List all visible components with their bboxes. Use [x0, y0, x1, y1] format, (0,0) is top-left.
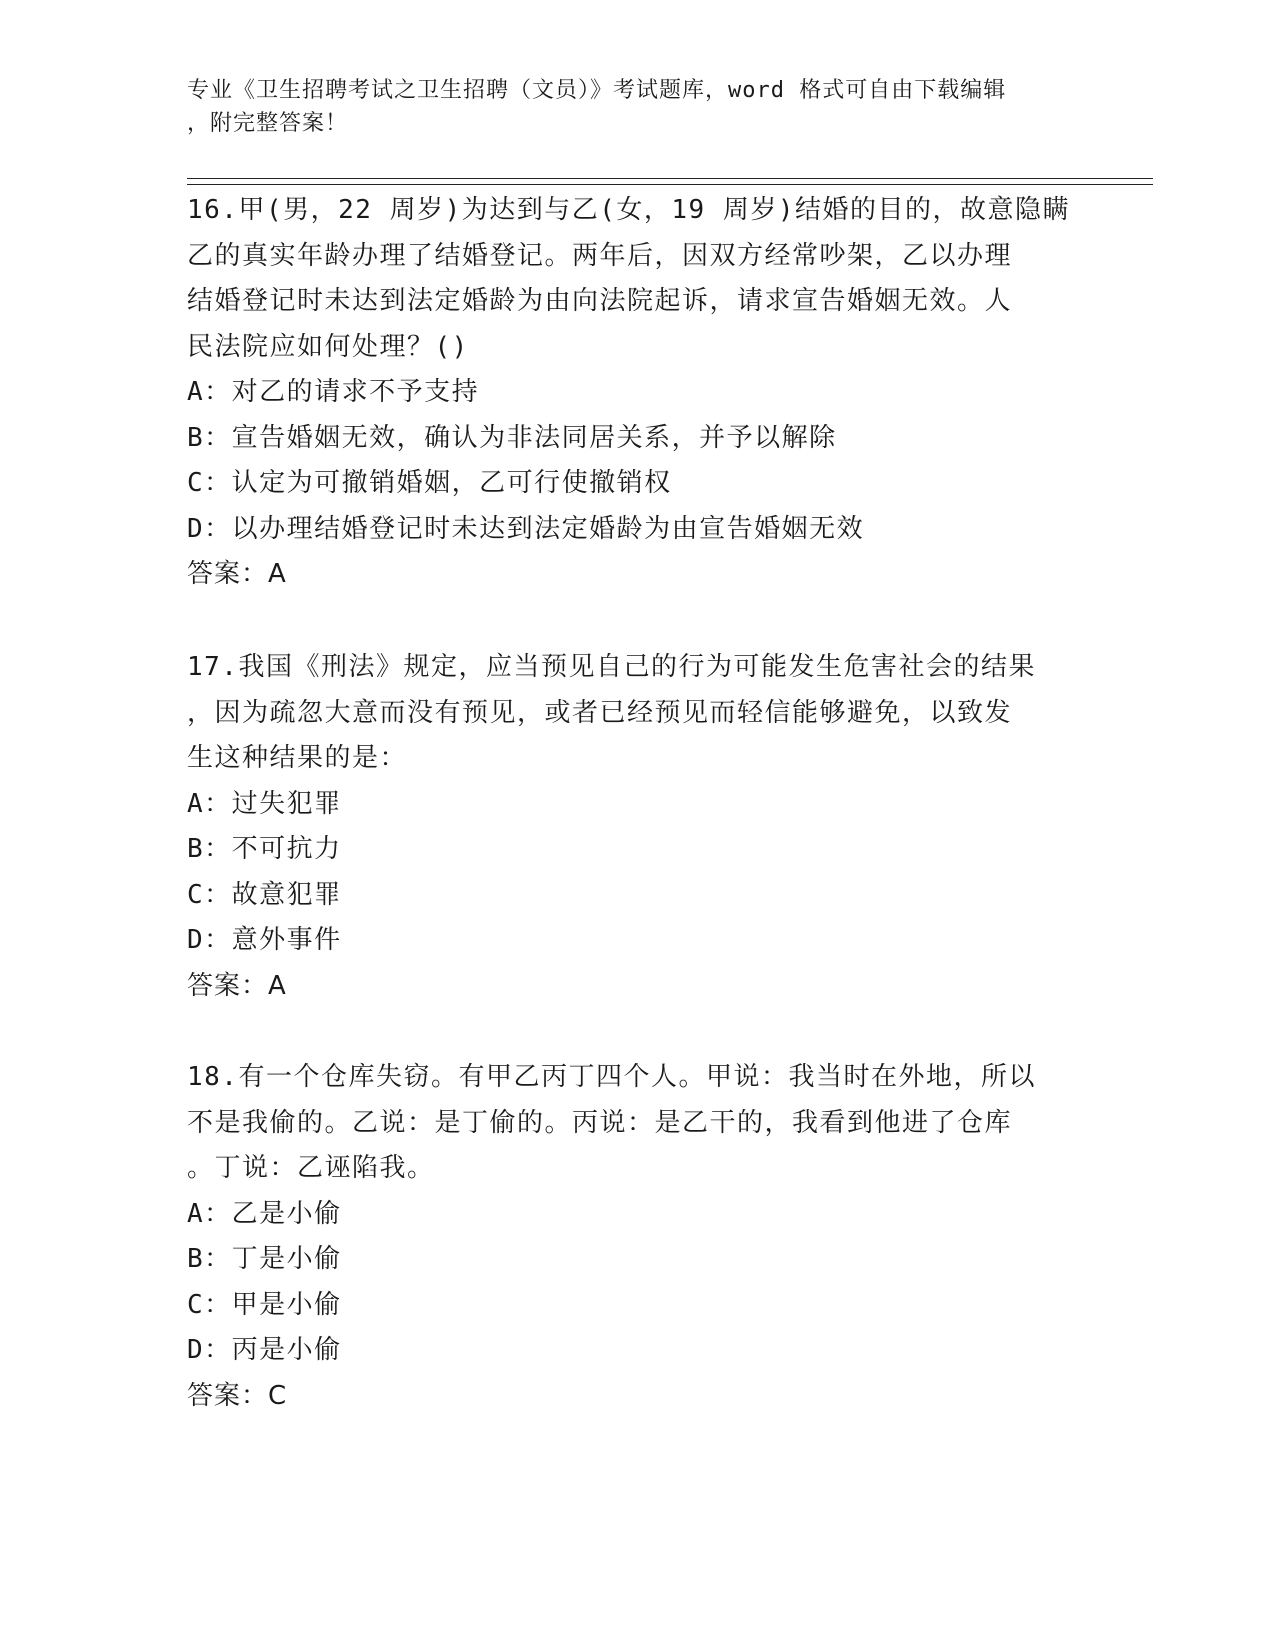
question-line: 。丁说：乙诬陷我。 [187, 1153, 435, 1183]
question-line: 18.有一个仓库失窃。有甲乙丙丁四个人。甲说：我当时在外地，所以 [187, 1062, 1036, 1092]
question-16 [187, 188, 1087, 598]
question-line: ，因为疏忽大意而没有预见，或者已经预见而轻信能够避免，以致发 [187, 697, 1013, 728]
question-line: 不是我偷的。乙说：是丁偷的。丙说：是乙干的，我看到他进了仓库 [187, 1107, 1013, 1138]
option-d: D：以办理结婚登记时未达到法定婚龄为由宣告婚姻无效 [187, 513, 865, 544]
option-c: C：认定为可撤销婚姻，乙可行使撤销权 [187, 468, 672, 498]
option-b: B：丁是小偷 [187, 1244, 342, 1274]
answer: 答案：A [187, 559, 287, 589]
question-17 [187, 645, 1087, 1009]
option-b: B：宣告婚姻无效，确认为非法同居关系，并予以解除 [187, 422, 837, 453]
option-c: C：故意犯罪 [187, 879, 342, 910]
answer: 答案：A [187, 970, 287, 1001]
document-header [187, 74, 1067, 140]
option-d: D：丙是小偷 [187, 1335, 342, 1365]
option-d: D：意外事件 [187, 925, 342, 955]
question-line: 生这种结果的是： [187, 743, 408, 773]
option-a: A：过失犯罪 [187, 788, 342, 819]
answer: 答案：C [187, 1380, 288, 1411]
option-b: B：不可抗力 [187, 834, 342, 864]
question-line: 结婚登记时未达到法定婚龄为由向法院起诉，请求宣告婚姻无效。人 [187, 286, 1013, 316]
header-line-2: ，附完整答案！ [187, 111, 349, 136]
question-line: 乙的真实年龄办理了结婚登记。两年后，因双方经常吵架，乙以办理 [187, 240, 1013, 271]
question-18 [187, 1055, 1087, 1419]
question-line: 民法院应如何处理？() [187, 331, 469, 362]
question-line: 17.我国《刑法》规定，应当预见自己的行为可能发生危害社会的结果 [187, 652, 1036, 682]
option-a: A：乙是小偷 [187, 1198, 342, 1229]
question-line: 16.甲(男，22 周岁)为达到与乙(女，19 周岁)结婚的目的，故意隐瞒 [187, 195, 1070, 225]
option-c: C：甲是小偷 [187, 1289, 342, 1320]
option-a: A：对乙的请求不予支持 [187, 377, 480, 407]
header-divider-top [187, 178, 1153, 179]
header-line-1: 专业《卫生招聘考试之卫生招聘（文员）》考试题库，word 格式可自由下载编辑 [187, 78, 1007, 103]
header-divider-bottom [187, 184, 1153, 185]
